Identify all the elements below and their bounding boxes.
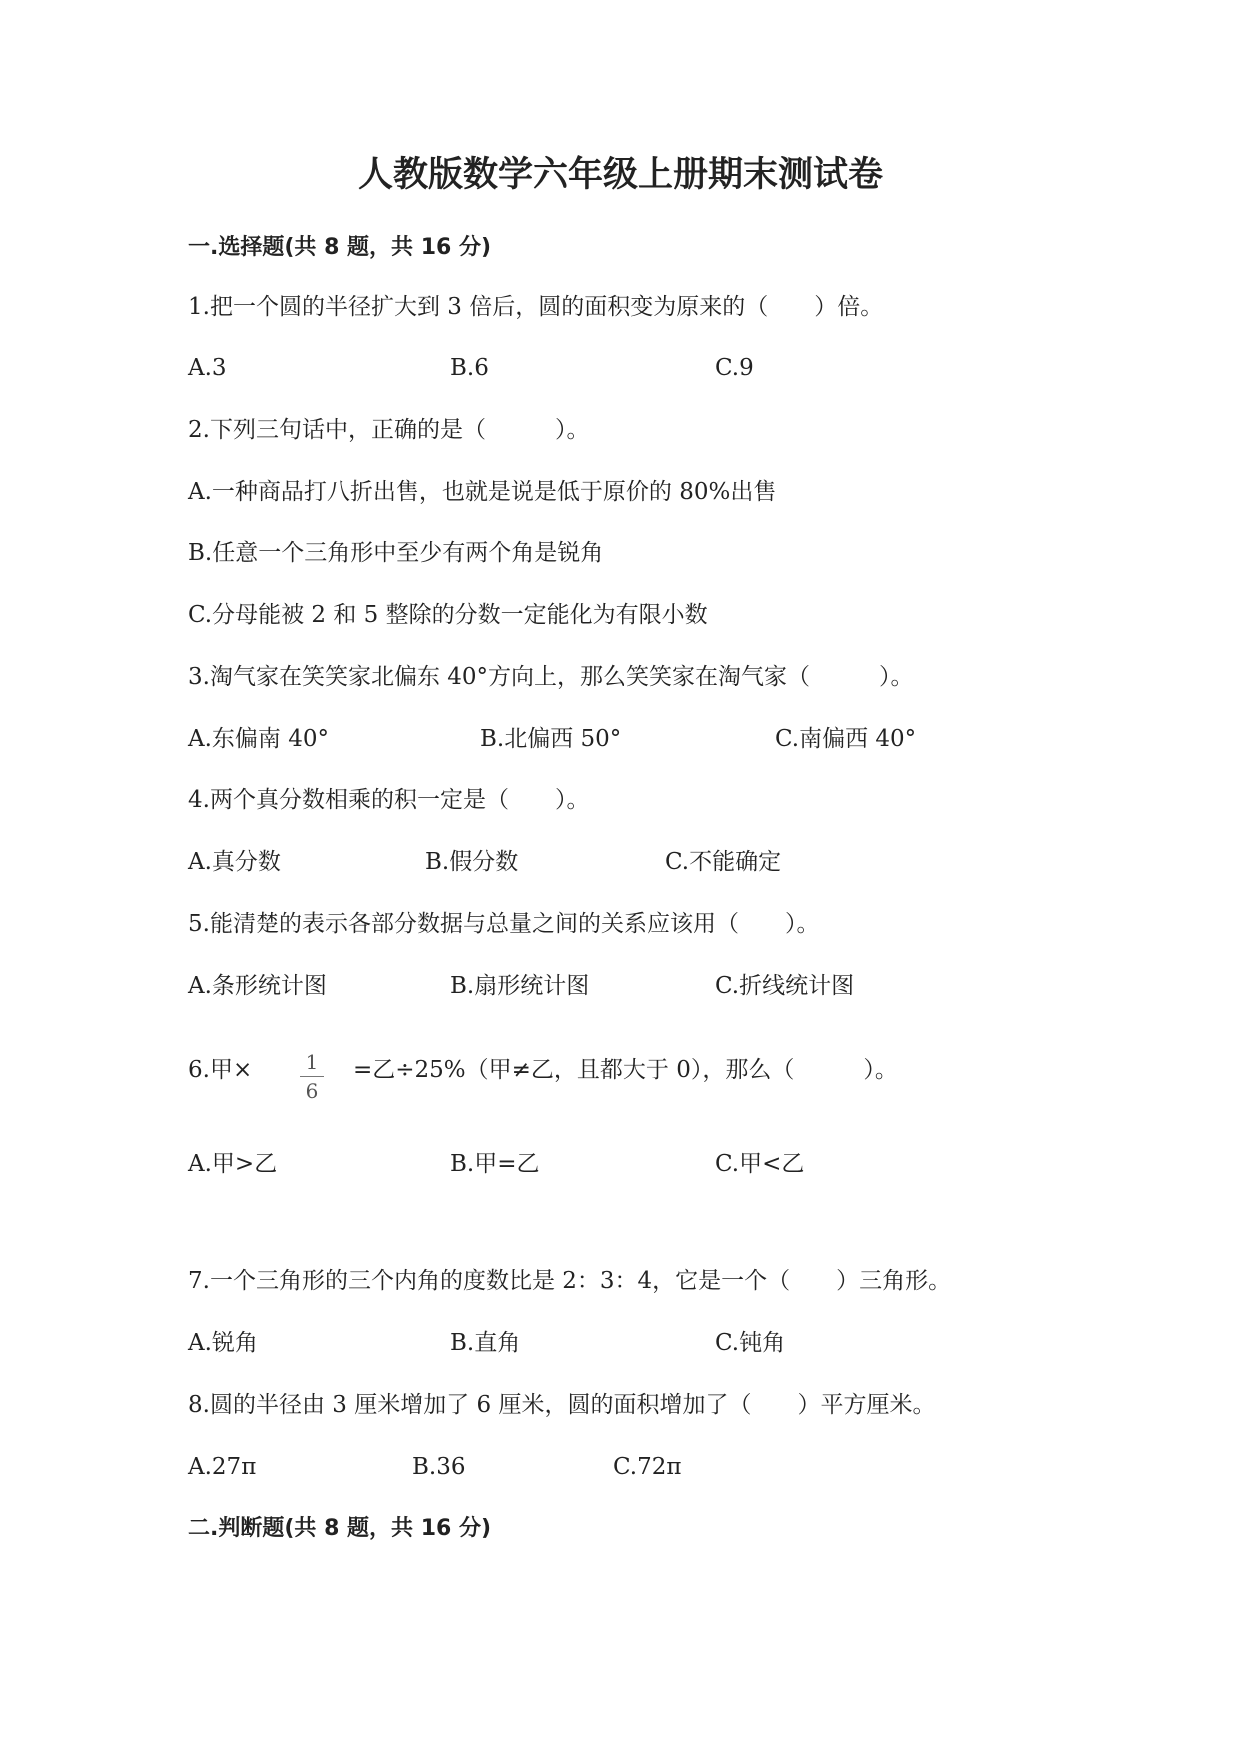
question-6-option-c: C.甲<乙 bbox=[715, 1151, 805, 1177]
section-heading-choice: 一.选择题(共 8 题，共 16 分) bbox=[188, 235, 492, 260]
question-7-stem: 7.一个三角形的三个内角的度数比是 2：3：4，它是一个（ ）三角形。 bbox=[188, 1268, 952, 1294]
question-8-option-c: C.72π bbox=[613, 1454, 682, 1480]
question-7-option-c: C.钝角 bbox=[715, 1330, 786, 1356]
question-3-option-a: A.东偏南 40° bbox=[188, 726, 329, 752]
question-4-option-b: B.假分数 bbox=[425, 849, 519, 875]
question-8-option-a: A.27π bbox=[188, 1454, 257, 1480]
question-1-option-c: C.9 bbox=[715, 355, 754, 381]
question-7-option-b: B.直角 bbox=[450, 1330, 521, 1356]
question-2-option-b: B.任意一个三角形中至少有两个角是锐角 bbox=[188, 540, 604, 566]
question-6-stem-suffix: =乙÷25%（甲≠乙，且都大于 0），那么（ ）。 bbox=[353, 1057, 898, 1083]
question-6-option-b: B.甲=乙 bbox=[450, 1151, 540, 1177]
question-1-option-b: B.6 bbox=[450, 355, 489, 381]
fraction-bar bbox=[300, 1076, 324, 1077]
question-5-option-b: B.扇形统计图 bbox=[450, 973, 590, 999]
question-2-option-a: A.一种商品打八折出售，也就是说是低于原价的 80%出售 bbox=[188, 479, 777, 505]
question-7-option-a: A.锐角 bbox=[188, 1330, 258, 1356]
question-5-option-a: A.条形统计图 bbox=[188, 973, 327, 999]
fraction-denominator: 6 bbox=[305, 1079, 319, 1103]
question-3-option-b: B.北偏西 50° bbox=[480, 726, 622, 752]
question-3-option-c: C.南偏西 40° bbox=[775, 726, 917, 752]
fraction-one-sixth bbox=[300, 1050, 324, 1103]
question-8-option-b: B.36 bbox=[412, 1454, 466, 1480]
question-3-stem: 3.淘气家在笑笑家北偏东 40°方向上，那么笑笑家在淘气家（ ）。 bbox=[188, 664, 914, 690]
fraction-numerator: 1 bbox=[305, 1050, 319, 1074]
question-8-stem: 8.圆的半径由 3 厘米增加了 6 厘米，圆的面积增加了（ ）平方厘米。 bbox=[188, 1392, 936, 1418]
question-1-stem: 1.把一个圆的半径扩大到 3 倍后，圆的面积变为原来的（ ）倍。 bbox=[188, 294, 884, 320]
section-heading-judgement: 二.判断题(共 8 题，共 16 分) bbox=[188, 1516, 492, 1541]
question-1-option-a: A.3 bbox=[188, 355, 227, 381]
question-4-stem: 4.两个真分数相乘的积一定是（ ）。 bbox=[188, 787, 590, 813]
question-5-option-c: C.折线统计图 bbox=[715, 973, 855, 999]
question-2-option-c: C.分母能被 2 和 5 整除的分数一定能化为有限小数 bbox=[188, 602, 708, 628]
question-4-option-c: C.不能确定 bbox=[665, 849, 782, 875]
question-5-stem: 5.能清楚的表示各部分数据与总量之间的关系应该用（ ）。 bbox=[188, 911, 820, 937]
page-title: 人教版数学六年级上册期末测试卷 bbox=[357, 155, 883, 195]
question-4-option-a: A.真分数 bbox=[188, 849, 281, 875]
question-6-stem-prefix: 6.甲× bbox=[188, 1057, 253, 1083]
question-6-option-a: A.甲>乙 bbox=[188, 1151, 278, 1177]
question-2-stem: 2.下列三句话中，正确的是（ ）。 bbox=[188, 417, 590, 443]
